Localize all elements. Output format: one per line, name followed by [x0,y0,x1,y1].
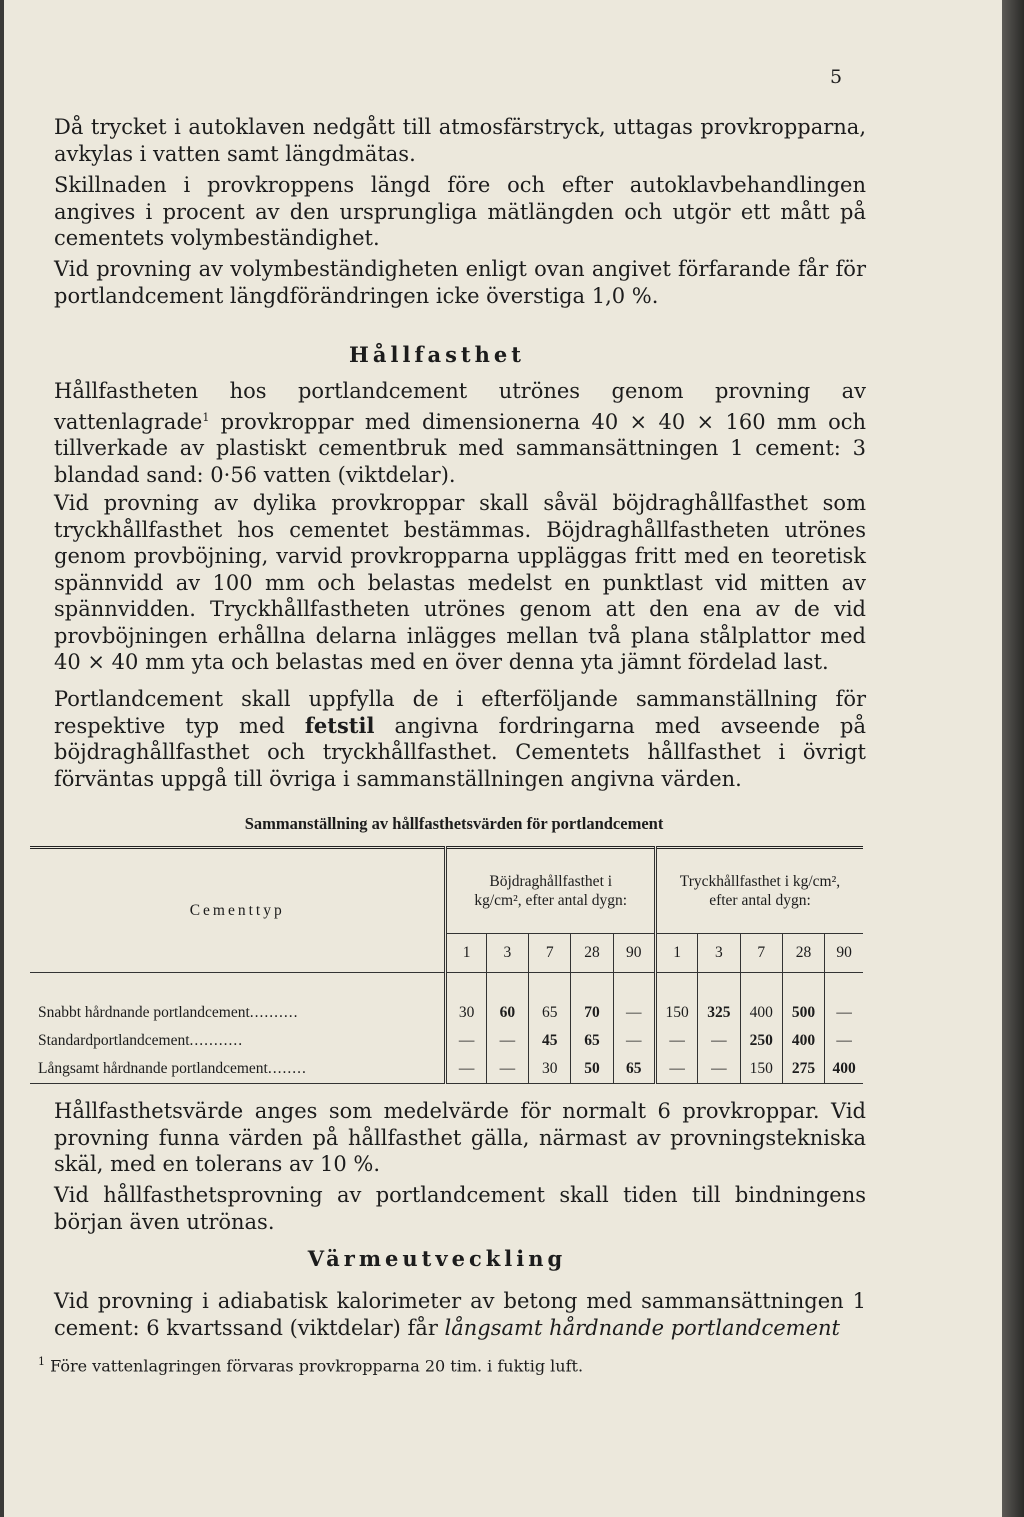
table-cell: — [446,1027,486,1055]
day-header: 28 [571,934,613,973]
table-cell: — [825,999,863,1027]
page-number: 5 [830,66,843,88]
day-header: 7 [740,934,782,973]
paragraph-length-difference: Skillnaden i provkroppens längd före och efter autoklavbehandlingen angives i procent av den ursprungliga mätlängden och utgör ett mått på cementets volymbeständighet. [54,173,866,250]
cement-type-name: Långsamt hårdnande portlandcement........ [30,1055,446,1084]
day-header: 3 [486,934,528,973]
day-header: 28 [782,934,824,973]
day-header: 90 [613,934,655,973]
table-cell: 400 [782,1027,824,1055]
table-cell: 400 [825,1055,863,1084]
table-cell: — [613,1027,655,1055]
cement-type-name: Standardportlandcement........... [38,1032,244,1049]
table-cell: 60 [486,999,528,1027]
table-cell: 250 [740,1027,782,1055]
table-cell: — [825,1027,863,1055]
section-heading-varmeutveckling: Värmeutveckling [307,1246,567,1271]
section-heading-hallfasthet: Hållfasthet [349,342,525,367]
day-header: 3 [698,934,740,973]
paragraph-setting-time: Vid hållfasthetsprovning av portlandcement skall tiden till bindningens början även utrönas. [54,1183,866,1234]
table-cell: 45 [529,1027,571,1055]
paragraph-mean-value: Hållfasthetsvärde anges som medelvärde för normalt 6 provkroppar. Vid provning funna värden på hållfasthet gälla, närmast av provningstekniska skäl, med en tolerans av 10 %. [54,1099,866,1176]
day-header: 7 [529,934,571,973]
paragraph-strength-intro: Hållfastheten hos portlandcement utrönes genom provning av vattenlagrade$^1$ provkroppar med dimensionerna 40 × 40 × 160 mm och tillverkade av plastiskt cementbruk med sammansättningen 1 cement: 3 blandad sand: 0·56 vatten (viktdelar). [54,379,866,487]
day-header: 1 [446,934,486,973]
table-title: Sammanställning av hållfasthetsvärden för portlandcement [244,814,664,833]
table-cell: 30 [446,999,486,1027]
day-header: 1 [655,934,697,973]
column-group-bending: Böjdraghållfasthet i kg/cm², efter antal dygn: [446,848,655,934]
table-cell: 150 [740,1055,782,1084]
paragraph-strength-testing: Vid provning av dylika provkroppar skall såväl böjdraghållfasthet som tryckhållfasthet hos cementet bestämmas. Böjdraghållfastheten utrönes genom provböjning, varvid provkropparna uppläggas fritt med en teoretisk spännvidd av 100 mm och belastas medelst en punktlast vid mitten av spännvidden. Tryckhållfastheten utrönes genom att den ena av de vid provböjningen erhållna delarna inlägges mellan två plana stålplattor med 40 × 40 mm yta och belastas med en över denna yta jämnt fördelad last. [54,491,866,674]
paragraph-strength-requirements: Portlandcement skall uppfylla de i efterföljande sammanställning för respektive typ med fetstil angivna fordringarna med avseende på böjdraghållfasthet och tryckhållfasthet. Cementets hållfasthet i övrigt förväntas uppgå till övriga i sammanställningen angivna värden. [54,687,866,791]
cement-type-name: Snabbt hårdnande portlandcement.......... [38,1004,299,1021]
table-cell: 50 [571,1055,613,1084]
table-cell: 65 [613,1055,655,1084]
table-cell: 65 [529,999,571,1027]
table-cell: 70 [571,999,613,1027]
table-row [30,1027,863,1055]
table-row [30,1055,863,1084]
table-cell: — [698,1027,740,1055]
table-cell: 30 [529,1055,571,1084]
table-cell: 400 [740,999,782,1027]
paragraph-autoclave: Då trycket i autoklaven nedgått till atmosfärstryck, uttagas provkropparna, avkylas i vatten samt längdmätas. [54,115,866,166]
paragraph-heat-development: Vid provning i adiabatisk kalorimeter av betong med sammansättningen 1 cement: 6 kvartssand (viktdelar) får långsamt hårdnande portlandcement [54,1289,866,1340]
paragraph-volume-stability: Vid provning av volymbeständigheten enligt ovan angivet förfarande får för portlandcement längdförändringen icke överstiga 1,0 %. [54,257,866,308]
table-cell: — [655,1055,697,1084]
table-cell: 65 [571,1027,613,1055]
page-edge-shadow [1002,0,1024,1517]
table-cell: — [613,999,655,1027]
table-cell: 150 [655,999,697,1027]
table-cell: 275 [782,1055,824,1084]
table-cell: — [486,1027,528,1055]
column-group-compression: Tryckhållfasthet i kg/cm², efter antal dygn: [655,848,863,934]
table-cell: — [698,1055,740,1084]
footnote-ref: 1 [202,410,210,424]
table-cell: 325 [698,999,740,1027]
table-row [30,999,863,1027]
table-cell: 500 [782,999,824,1027]
table-cell: — [655,1027,697,1055]
document-page [4,0,1002,1517]
strength-table [30,846,863,1084]
table-cell: — [486,1055,528,1084]
column-header-cementtyp: Cementtyp [189,901,285,919]
table-cell: — [446,1055,486,1084]
day-header: 90 [825,934,863,973]
footnote: $^1$ Före vattenlagringen förvaras provkropparna 20 tim. i fuktig luft. [38,1355,584,1376]
